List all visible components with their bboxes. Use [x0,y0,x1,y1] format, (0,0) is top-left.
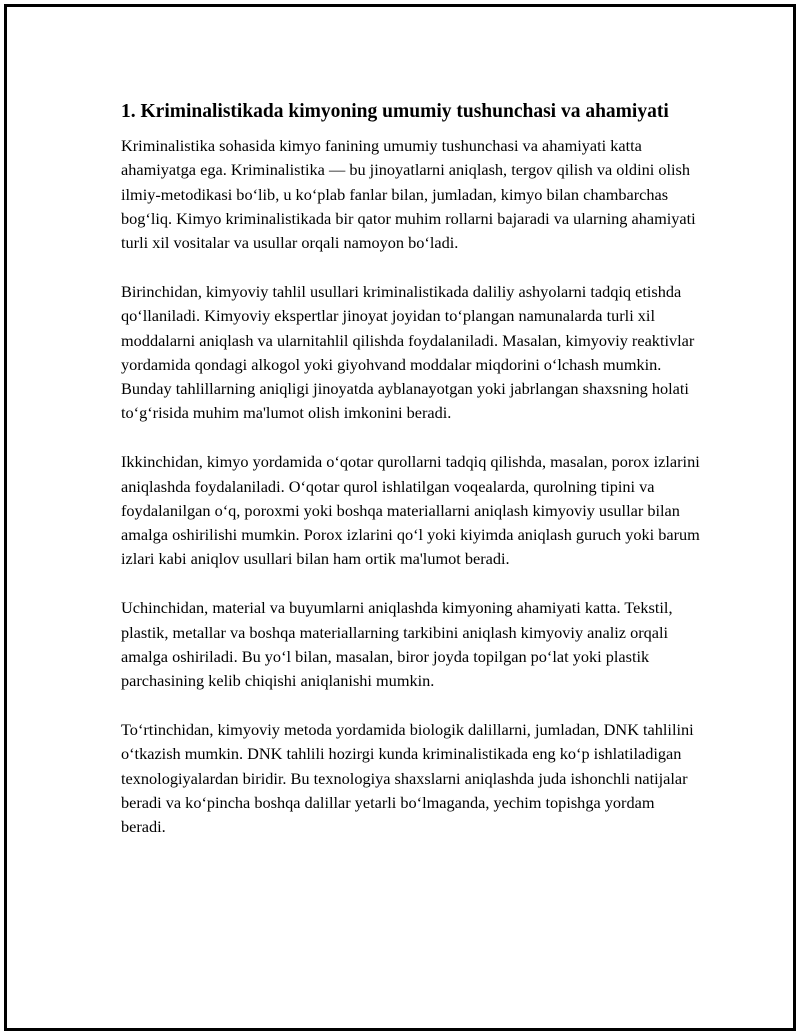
paragraph-intro: Kriminalistika sohasida kimyo fanining umumiy tushunchasi va ahamiyati katta ahamiyatga ega. Kriminalistika — bu jinoyatlarni aniqlash, tergov qilish va oldini olish ilmiy-metodikasi bo‘lib, u ko‘plab fanlar bilan, jumladan, kimyo bilan chambarchas bog‘liq. Kimyo kriminalistikada bir qator muhim rollarni bajaradi va ularning ahamiyati turli xil vositalar va usullar orqali namoyon bo‘ladi. [121,136,696,253]
paragraph-third: Uchinchidan, material va buyumlarni aniqlashda kimyoning ahamiyati katta. Tekstil, plastik, metallar va boshqa materiallarning tarkibini aniqlash kimyoviy analiz orqali amalga oshiriladi. Bu yo‘l bilan, masalan, biror joyda topilgan po‘lat yoki plastik parchasining kelib chiqishi aniqlanishi mumkin. [121,598,673,691]
paragraph-first: Birinchidan, kimyoviy tahlil usullari kriminalistikada daliliy ashyolarni tadqiq etishda qo‘llaniladi. Kimyoviy ekspertlar jinoyat joyidan to‘plangan namunalarda turli xil moddalarni aniqlash va ularnitahlil qilishda foydalaniladi. Masalan, kimyoviy reaktivlar yordamida qondagi alkogol yoki giyohvand moddalar miqdorini o‘lchash mumkin. Bunday tahlillarning aniqligi jinoyatda ayblanayotgan yoki jabrlangan shaxsning holati to‘g‘risida muhim ma'lumot olish imkonini beradi. [121,281,695,423]
document-page [4,4,796,1031]
section-heading: 1. Kriminalistikada kimyoning umumiy tushunchasi va ahamiyati [121,101,669,122]
document-body [121,99,701,864]
paragraph-fourth: To‘rtinchidan, kimyoviy metoda yordamida biologik dalillarni, jumladan, DNK tahlilini o‘tkazish mumkin. DNK tahlili hozirgi kunda kriminalistikada eng ko‘p ishlatiladigan texnologiyalardan biridir. Bu texnologiya shaxslarni aniqlashda juda ishonchli natijalar beradi va ko‘pincha boshqa dalillar yetarli bo‘lmaganda, yechim topishga yordam beradi. [121,719,694,837]
paragraph-second: Ikkinchidan, kimyo yordamida o‘qotar qurollarni tadqiq qilishda, masalan, porox izlarini aniqlashda foydalaniladi. O‘qotar qurol ishlatilgan voqealarda, qurolning tipini va foydalanilgan o‘q, poroxmi yoki boshqa materiallarni aniqlash kimyoviy usullar bilan amalga oshirilishi mumkin. Porox izlarini qo‘l yoki kiyimda aniqlash guruch yoki barum izlari kabi aniqlov usullari bilan ham ortik ma'lumot beradi. [121,452,700,569]
